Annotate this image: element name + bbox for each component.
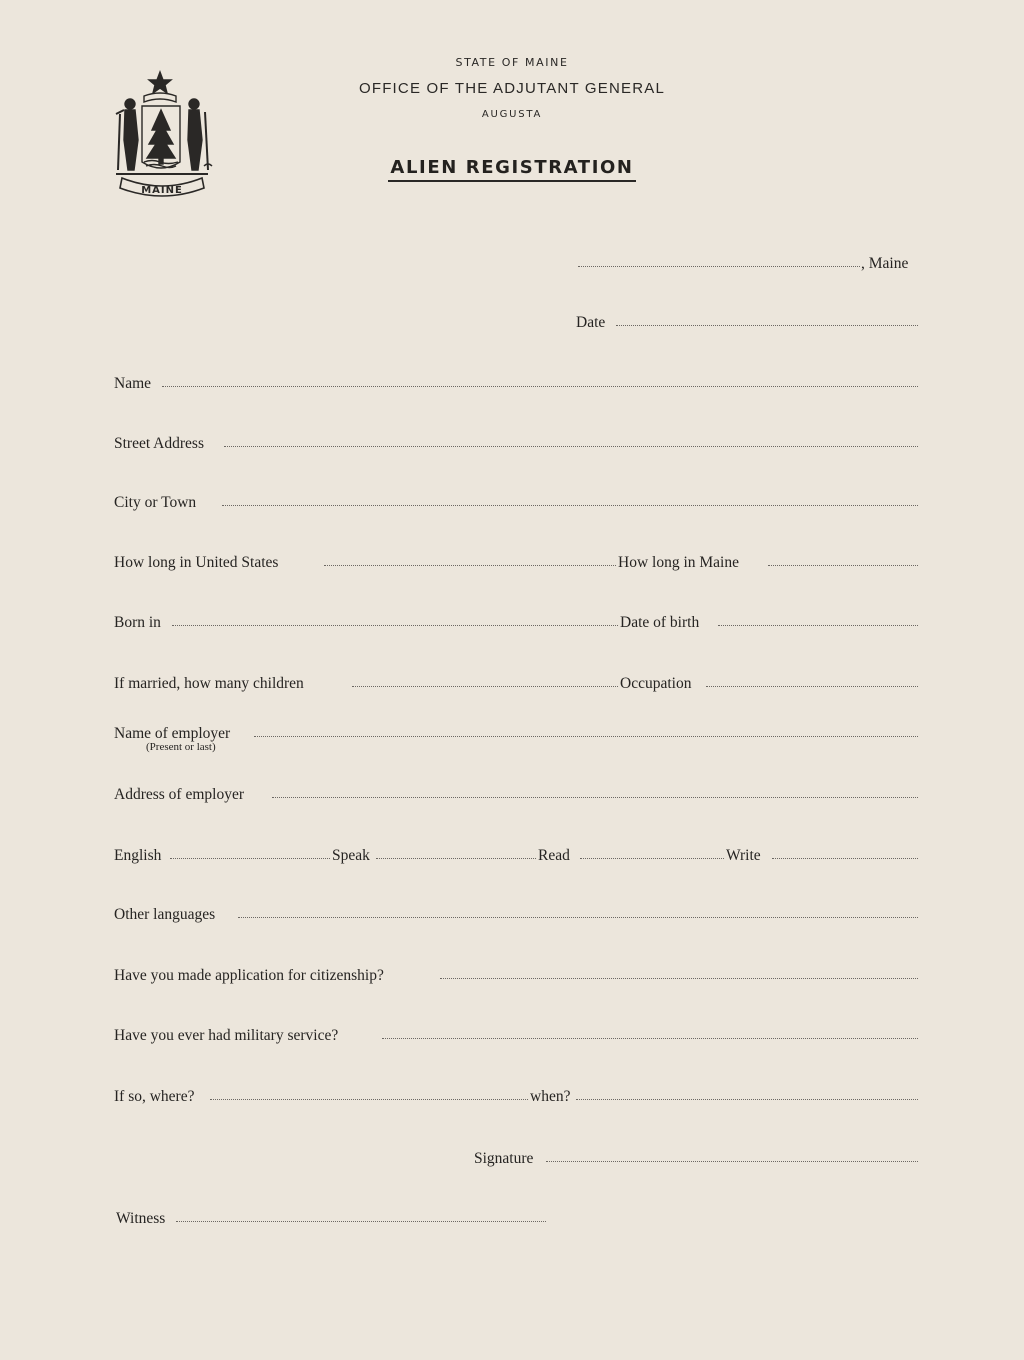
street-field[interactable] <box>224 446 918 447</box>
name-field[interactable] <box>162 386 918 387</box>
read-field[interactable] <box>580 858 724 859</box>
signature-label: Signature <box>474 1150 534 1167</box>
born-label: Born in <box>114 614 161 631</box>
born-field[interactable] <box>172 625 618 626</box>
occupation-field[interactable] <box>706 686 918 687</box>
witness-label: Witness <box>116 1210 166 1227</box>
where-field[interactable] <box>210 1099 528 1100</box>
write-label: Write <box>726 847 761 864</box>
date-label: Date <box>576 314 606 331</box>
citizenship-label: Have you made application for citizenship? <box>114 967 384 984</box>
english-row <box>0 845 1024 867</box>
name-label: Name <box>114 375 152 392</box>
city-field[interactable] <box>222 505 918 506</box>
employer-field[interactable] <box>254 736 918 737</box>
witness-field[interactable] <box>176 1221 546 1222</box>
street-label: Street Address <box>114 435 204 452</box>
place-field[interactable] <box>578 266 860 267</box>
name-row <box>0 373 1024 395</box>
birth-date-label: Date of birth <box>620 614 700 631</box>
children-row <box>0 673 1024 695</box>
place-row <box>0 253 1024 275</box>
us-duration-field[interactable] <box>324 565 616 566</box>
city-label: City or Town <box>114 494 197 511</box>
maine-duration-field[interactable] <box>768 565 918 566</box>
header-office: OFFICE OF THE ADJUTANT GENERAL <box>358 80 666 97</box>
where-when-row <box>0 1086 1024 1108</box>
military-label: Have you ever had military service? <box>114 1027 339 1044</box>
military-row <box>0 1025 1024 1047</box>
date-field[interactable] <box>616 325 918 326</box>
maine-duration-label: How long in Maine <box>618 554 739 571</box>
signature-row <box>0 1148 1024 1170</box>
citizenship-row <box>0 965 1024 987</box>
write-field[interactable] <box>772 858 918 859</box>
employer-address-field[interactable] <box>272 797 918 798</box>
duration-row <box>0 552 1024 574</box>
header-city: AUGUSTA <box>481 109 543 120</box>
occupation-label: Occupation <box>620 675 692 692</box>
children-field[interactable] <box>352 686 618 687</box>
witness-row <box>0 1208 1024 1230</box>
when-field[interactable] <box>576 1099 918 1100</box>
military-field[interactable] <box>382 1038 918 1039</box>
date-row <box>0 312 1024 334</box>
street-row <box>0 433 1024 455</box>
citizenship-field[interactable] <box>440 978 918 979</box>
birth-date-field[interactable] <box>718 625 918 626</box>
employer-address-row <box>0 784 1024 806</box>
english-label: English <box>114 847 162 864</box>
speak-field[interactable] <box>376 858 536 859</box>
employer-label: Name of employer <box>114 725 231 742</box>
form-title-wrap <box>0 157 1024 182</box>
employer-address-label: Address of employer <box>114 786 244 803</box>
speak-label: Speak <box>332 847 370 864</box>
form-title: ALIEN REGISTRATION <box>388 157 635 182</box>
employer-note: (Present or last) <box>146 741 216 753</box>
other-languages-label: Other languages <box>114 906 216 923</box>
read-label: Read <box>538 847 570 864</box>
seal-banner-text: MAINE <box>141 185 183 196</box>
other-languages-row <box>0 904 1024 926</box>
when-label: when? <box>530 1088 571 1105</box>
where-label: If so, where? <box>114 1088 195 1105</box>
birth-row <box>0 612 1024 634</box>
children-label: If married, how many children <box>114 675 304 692</box>
us-duration-label: How long in United States <box>114 554 279 571</box>
signature-field[interactable] <box>546 1161 918 1162</box>
place-suffix: , Maine <box>861 255 909 272</box>
english-field[interactable] <box>170 858 330 859</box>
city-row <box>0 492 1024 514</box>
header-state: STATE OF MAINE <box>455 56 569 69</box>
other-languages-field[interactable] <box>238 917 918 918</box>
